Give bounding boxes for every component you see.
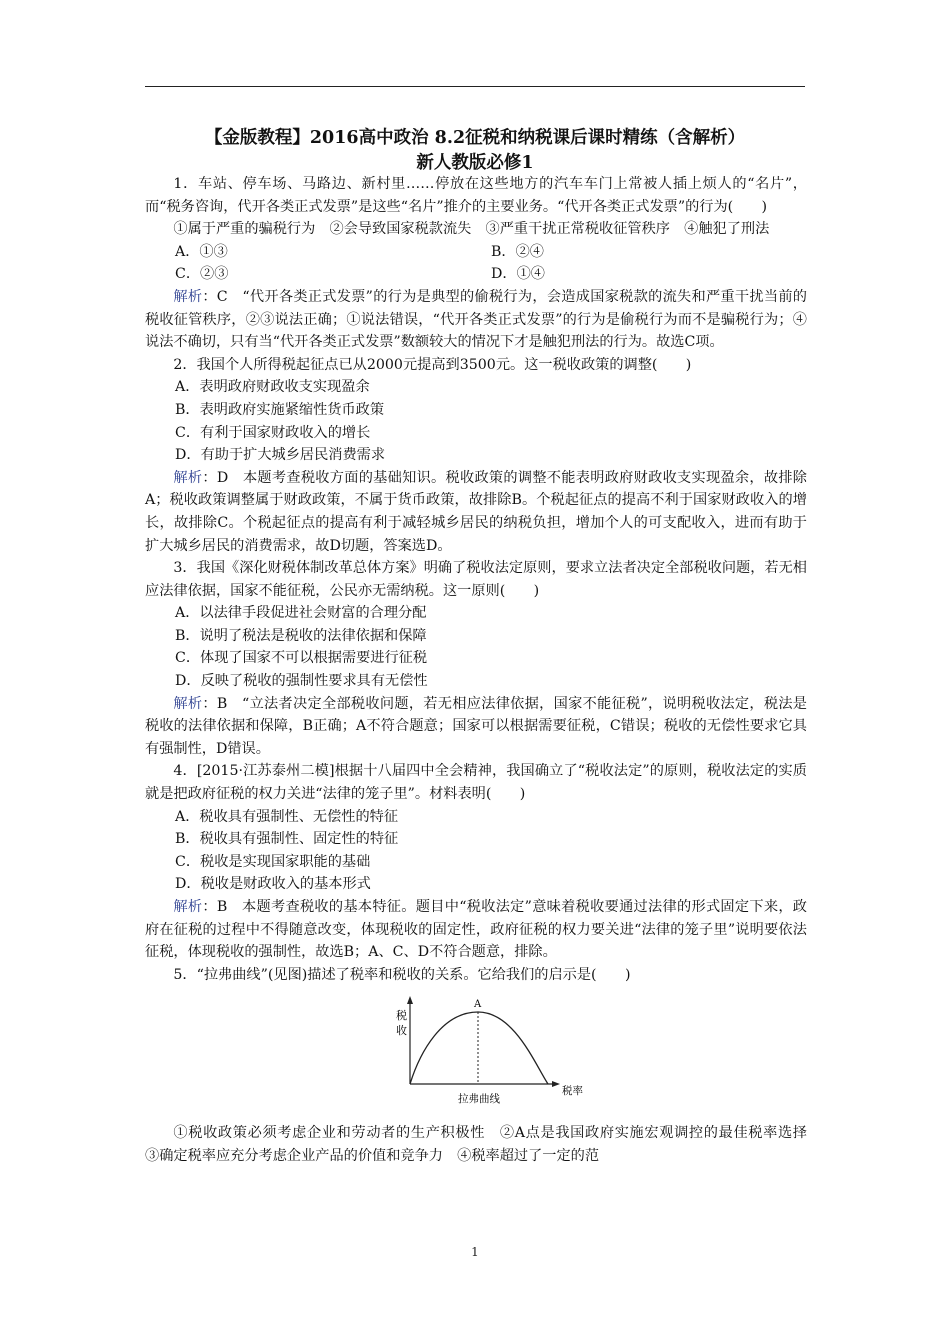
analysis-text: ：C “代开各类正式发票”的行为是典型的偷税行为，会造成国家税款的流失和严重干扰当前的税收征管秩序，②③说法正确；①说法错误，“代开各类正式发票”的行为是偷税行为而不是骗税行为；④说法不确切，只有当“代开各类正式发票”数额较大的情况下才是触犯刑法的行为。故选C项。: [145, 288, 807, 351]
page-number: 1: [471, 1245, 479, 1259]
title-line-2: 新人教版必修1: [416, 153, 534, 173]
analysis-label: 解析: [173, 695, 203, 712]
y-axis-arrow: [407, 996, 413, 1004]
figure-caption: 拉弗曲线: [458, 1093, 500, 1106]
y-axis-label-1: 税: [396, 1009, 407, 1023]
question-5-stem: 5．“拉弗曲线”(见图)描述了税率和税收的关系。它给我们的启示是( ): [173, 966, 631, 983]
question-3-analysis: [145, 693, 807, 761]
question-1-options-row-1: [145, 241, 807, 264]
question-1-option-c: C．②③: [175, 266, 229, 283]
analysis-label: 解析: [173, 469, 203, 486]
question-5-statements: ①税收政策必须考虑企业和劳动者的生产积极性 ②A点是我国政府实施宏观调控的最佳税率选择 ③确定税率应充分考虑企业产品的价值和竞争力 ④税率超过了一定的范: [145, 1125, 822, 1164]
question-4-stem: 4．[2015·江苏泰州二模]根据十八届四中全会精神，我国确立了“税收法定”的原则，税收法定的实质就是把政府征税的权力关进“法律的笼子里”。材料表明( ): [145, 763, 807, 803]
question-2-stem: 2．我国个人所得税起征点已从2000元提高到3500元。这一税收政策的调整( ): [173, 356, 692, 373]
question-2-option-d: D．有助于扩大城乡居民消费需求: [175, 447, 386, 464]
question-2-analysis: [145, 467, 807, 557]
question-1-option-b: B．②④: [491, 243, 544, 260]
question-3-stem: 3．我国《深化财税体制改革总体方案》明确了税收法定原则，要求立法者决定全部税收问题，若无相应法律依据，国家不能征税，公民亦无需纳税。这一原则( ): [145, 560, 807, 599]
question-1-stem: 1．车站、停车场、马路边、新村里……停放在这些地方的汽车车门上常被人插上烦人的“名片”，而“税务咨询，代开各类正式发票”是这些“名片”推介的主要业务。“代开各类正式发票”的行为( ): [145, 176, 807, 215]
document-body: [145, 173, 822, 1168]
question-4-analysis: [145, 896, 807, 964]
laffer-curve: [410, 1012, 548, 1084]
question-1-statements: ①属于严重的骗税行为 ②会导致国家税款流失 ③严重干扰正常税收征管秩序 ④触犯了刑法: [173, 221, 770, 238]
document-title: [135, 126, 815, 176]
title-line-1: 【金版教程】2016高中政治 8.2征税和纳税课后课时精练（含解析）: [204, 128, 746, 148]
laffer-curve-diagram: [390, 994, 590, 1116]
y-axis-label-2: 收: [396, 1024, 407, 1038]
question-4-option-d: D．税收是财政收入的基本形式: [175, 876, 371, 893]
analysis-label: 解析: [173, 899, 203, 915]
question-2-option-c: C．有利于国家财政收入的增长: [175, 424, 371, 441]
question-3-option-b: B．说明了税法是税收的法律依据和保障: [175, 627, 427, 644]
peak-label: A: [474, 999, 482, 1011]
question-3-option-a: A．以法律手段促进社会财富的合理分配: [175, 605, 427, 622]
question-3-option-d: D．反映了税收的强制性要求具有无偿性: [175, 673, 428, 690]
x-axis-label: 税率: [562, 1085, 583, 1098]
x-axis-arrow: [552, 1081, 560, 1087]
question-1-analysis: [145, 286, 807, 354]
question-4-option-b: B．税收具有强制性、固定性的特征: [175, 831, 399, 848]
question-3-option-c: C．体现了国家不可以根据需要进行征税: [175, 650, 428, 667]
analysis-text: ：B 本题考查税收的基本特征。题目中“税收法定”意味着税收要通过法律的形式固定下来，政府在征税的过程中不得随意改变，体现税收的固定性，政府征税的权力要关进“法律的笼子里”说明要依法征税，体现税收的强制性，故选B；A、C、D不符合题意，排除。: [145, 899, 807, 961]
header-rule: [145, 86, 805, 87]
laffer-curve-figure: [145, 994, 807, 1116]
question-2-option-a: A．表明政府财政收支实现盈余: [175, 379, 370, 396]
analysis-text: ：D 本题考查税收方面的基础知识。税收政策的调整不能表明政府财政收支实现盈余，故排除A；税收政策调整属于财政政策，不属于货币政策，故排除B。个税起征点的提高不利于国家财政收入的增长，故排除C。个税起征点的提高有利于减轻城乡居民的纳税负担，增加个人的可支配收入，进而有助于扩大城乡居民的消费需求，故D切题，答案选D。: [145, 469, 807, 554]
question-1-options-row-2: [145, 263, 807, 286]
question-1-option-d: D．①④: [491, 266, 545, 283]
question-4-option-c: C．税收是实现国家职能的基础: [175, 853, 371, 870]
question-4-option-a: A．税收具有强制性、无偿性的特征: [175, 808, 399, 825]
question-1-option-a: A．①③: [175, 243, 228, 260]
analysis-label: 解析: [173, 288, 203, 305]
question-2-option-b: B．表明政府实施紧缩性货币政策: [175, 401, 385, 418]
analysis-text: ：B “立法者决定全部税收问题，若无相应法律依据，国家不能征税”，说明税收法定，税法是税收的法律依据和保障，B正确；A不符合题意；国家可以根据需要征税，C错误；税收的无偿性要求它具有强制性，D错误。: [145, 695, 807, 757]
